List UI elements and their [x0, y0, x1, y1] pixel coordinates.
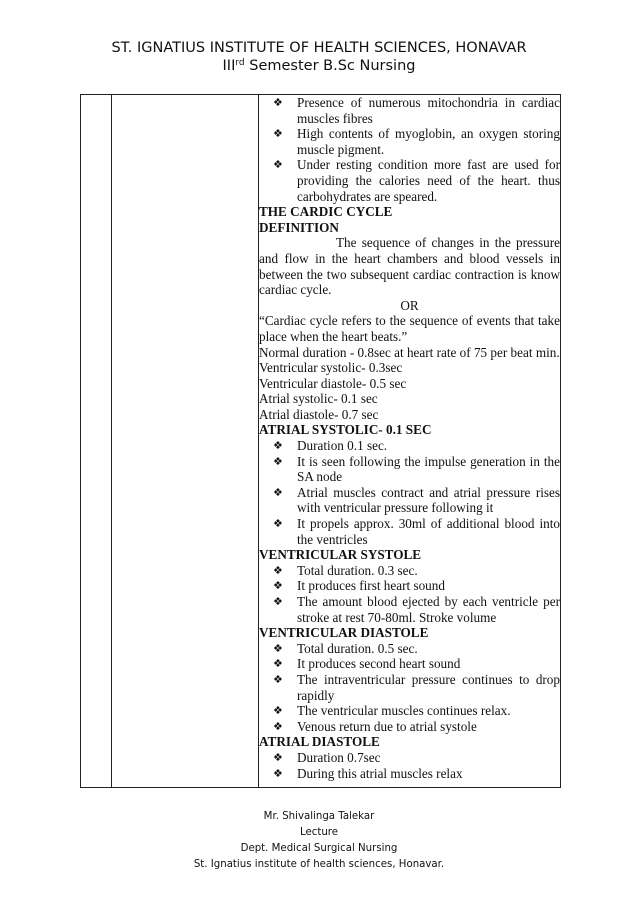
- diamond-bullet-icon: ❖: [273, 439, 283, 453]
- bullet-text: It propels approx. 30ml of additional blood into the ventricles: [297, 516, 560, 547]
- bullet-text: High contents of myoglobin, an oxygen storing muscle pigment.: [297, 126, 560, 157]
- author-designation: Lecture: [299, 827, 339, 838]
- diamond-bullet-icon: ❖: [273, 672, 283, 686]
- bullet-item: [259, 563, 560, 579]
- atrial-diastole-list: [259, 750, 560, 781]
- author-name: Mr. Shivalinga Talekar: [263, 811, 375, 822]
- bullet-text: Under resting condition more fast are used for providing the calories need of the heart. thus carbohydrates are speared.: [297, 157, 560, 204]
- institute-title: ST. IGNATIUS INSTITUTE OF HEALTH SCIENCES, HONAVAR: [111, 40, 527, 56]
- diamond-bullet-icon: ❖: [273, 485, 283, 499]
- definition-heading: DEFINITION: [259, 219, 339, 235]
- bullet-text: Presence of numerous mitochondria in cardiac muscles fibres: [297, 95, 560, 126]
- bullet-item: [259, 578, 560, 594]
- bullet-text: Total duration. 0.5 sec.: [297, 640, 418, 656]
- content-cell: [259, 95, 561, 788]
- bullet-item: [259, 516, 560, 547]
- intro-bullet-list: [259, 95, 560, 204]
- bullet-text: It produces first heart sound: [297, 578, 445, 594]
- bullet-item: [259, 126, 560, 157]
- bullet-text: The ventricular muscles continues relax.: [297, 703, 511, 719]
- bullet-item: [259, 95, 560, 126]
- atrial-diastole-heading: ATRIAL DIASTOLE: [259, 734, 380, 750]
- lesson-plan-table: [80, 94, 561, 788]
- normal-duration-text: Normal duration - 0.8sec at heart rate of 75 per beat min.: [259, 344, 560, 360]
- ventricular-diastole-list: [259, 641, 560, 735]
- diamond-bullet-icon: ❖: [273, 704, 283, 718]
- diamond-bullet-icon: ❖: [273, 96, 283, 109]
- bullet-text: Duration 0.7sec: [297, 749, 381, 765]
- content-body: [259, 95, 560, 781]
- bullet-text: It produces second heart sound: [297, 656, 461, 672]
- definition-paragraph: The sequence of changes in the pressure and flow in the heart chambers and blood vessels in between the two subsequent cardiac contraction is know cardiac cycle.: [259, 235, 560, 298]
- semester-subtitle: [0, 58, 638, 74]
- ventricular-systole-heading: VENTRICULAR SYSTOLE: [259, 547, 422, 563]
- duration-list: [259, 360, 560, 422]
- semester-rest: Semester B.Sc Nursing: [244, 58, 416, 74]
- diamond-bullet-icon: ❖: [273, 766, 283, 780]
- diamond-bullet-icon: ❖: [273, 719, 283, 733]
- bullet-text: Venous return due to atrial systole: [297, 718, 477, 734]
- diamond-bullet-icon: ❖: [273, 595, 283, 608]
- bullet-text: Atrial muscles contract and atrial pressure rises with ventricular pressure following it: [297, 484, 560, 516]
- diamond-bullet-icon: ❖: [273, 641, 283, 655]
- bullet-item: [259, 438, 560, 454]
- duration-line: Ventricular systolic- 0.3sec: [259, 360, 403, 376]
- duration-line: Atrial systolic- 0.1 sec: [259, 391, 378, 407]
- bullet-item: [259, 750, 560, 766]
- author-institute: St. Ignatius institute of health sciences, Honavar.: [193, 859, 445, 870]
- bullet-item: [259, 766, 560, 782]
- diamond-bullet-icon: ❖: [273, 579, 283, 593]
- semester-ordinal-suffix: rd: [235, 58, 245, 68]
- quote-paragraph: “Cardiac cycle refers to the sequence of events that take place when the heart beats.”: [259, 313, 560, 344]
- bullet-item: [259, 719, 560, 735]
- bullet-item: [259, 656, 560, 672]
- author-department: Dept. Medical Surgical Nursing: [240, 843, 398, 854]
- diamond-bullet-icon: ❖: [273, 454, 283, 468]
- diamond-bullet-icon: ❖: [273, 563, 283, 577]
- bullet-item: [259, 157, 560, 204]
- diamond-bullet-icon: ❖: [273, 127, 283, 141]
- diamond-bullet-icon: ❖: [273, 158, 283, 172]
- empty-cell-1: [81, 95, 112, 788]
- diamond-bullet-icon: ❖: [273, 517, 283, 531]
- bullet-text: Total duration. 0.3 sec.: [297, 562, 418, 578]
- bullet-text: The intraventricular pressure continues to drop rapidly: [297, 671, 560, 703]
- bullet-item: [259, 454, 560, 485]
- atrial-systolic-list: [259, 438, 560, 547]
- bullet-text: It is seen following the impulse generation in the SA node: [297, 453, 560, 485]
- cardiac-cycle-heading: THE CARDIC CYCLE: [259, 204, 393, 220]
- empty-cell-2: [112, 95, 259, 788]
- ventricular-systole-list: [259, 563, 560, 625]
- duration-line: Atrial diastole- 0.7 sec: [259, 406, 379, 422]
- bullet-text: The amount blood ejected by each ventricle per stroke at rest 70-80ml. Stroke volume: [297, 594, 560, 625]
- diamond-bullet-icon: ❖: [273, 750, 283, 764]
- duration-line: Ventricular diastole- 0.5 sec: [259, 375, 407, 391]
- table-row: [81, 95, 561, 788]
- bullet-item: [259, 485, 560, 516]
- bullet-text: Duration 0.1 sec.: [297, 438, 388, 454]
- bullet-item: [259, 594, 560, 625]
- atrial-systolic-heading: ATRIAL SYSTOLIC- 0.1 SEC: [259, 422, 432, 438]
- or-separator: OR: [400, 297, 419, 313]
- semester-prefix: III: [222, 58, 236, 74]
- diamond-bullet-icon: ❖: [273, 657, 283, 671]
- bullet-item: [259, 703, 560, 719]
- bullet-text: During this atrial muscles relax: [297, 765, 463, 781]
- bullet-item: [259, 641, 560, 657]
- bullet-item: [259, 672, 560, 703]
- ventricular-diastole-heading: VENTRICULAR DIASTOLE: [259, 625, 429, 641]
